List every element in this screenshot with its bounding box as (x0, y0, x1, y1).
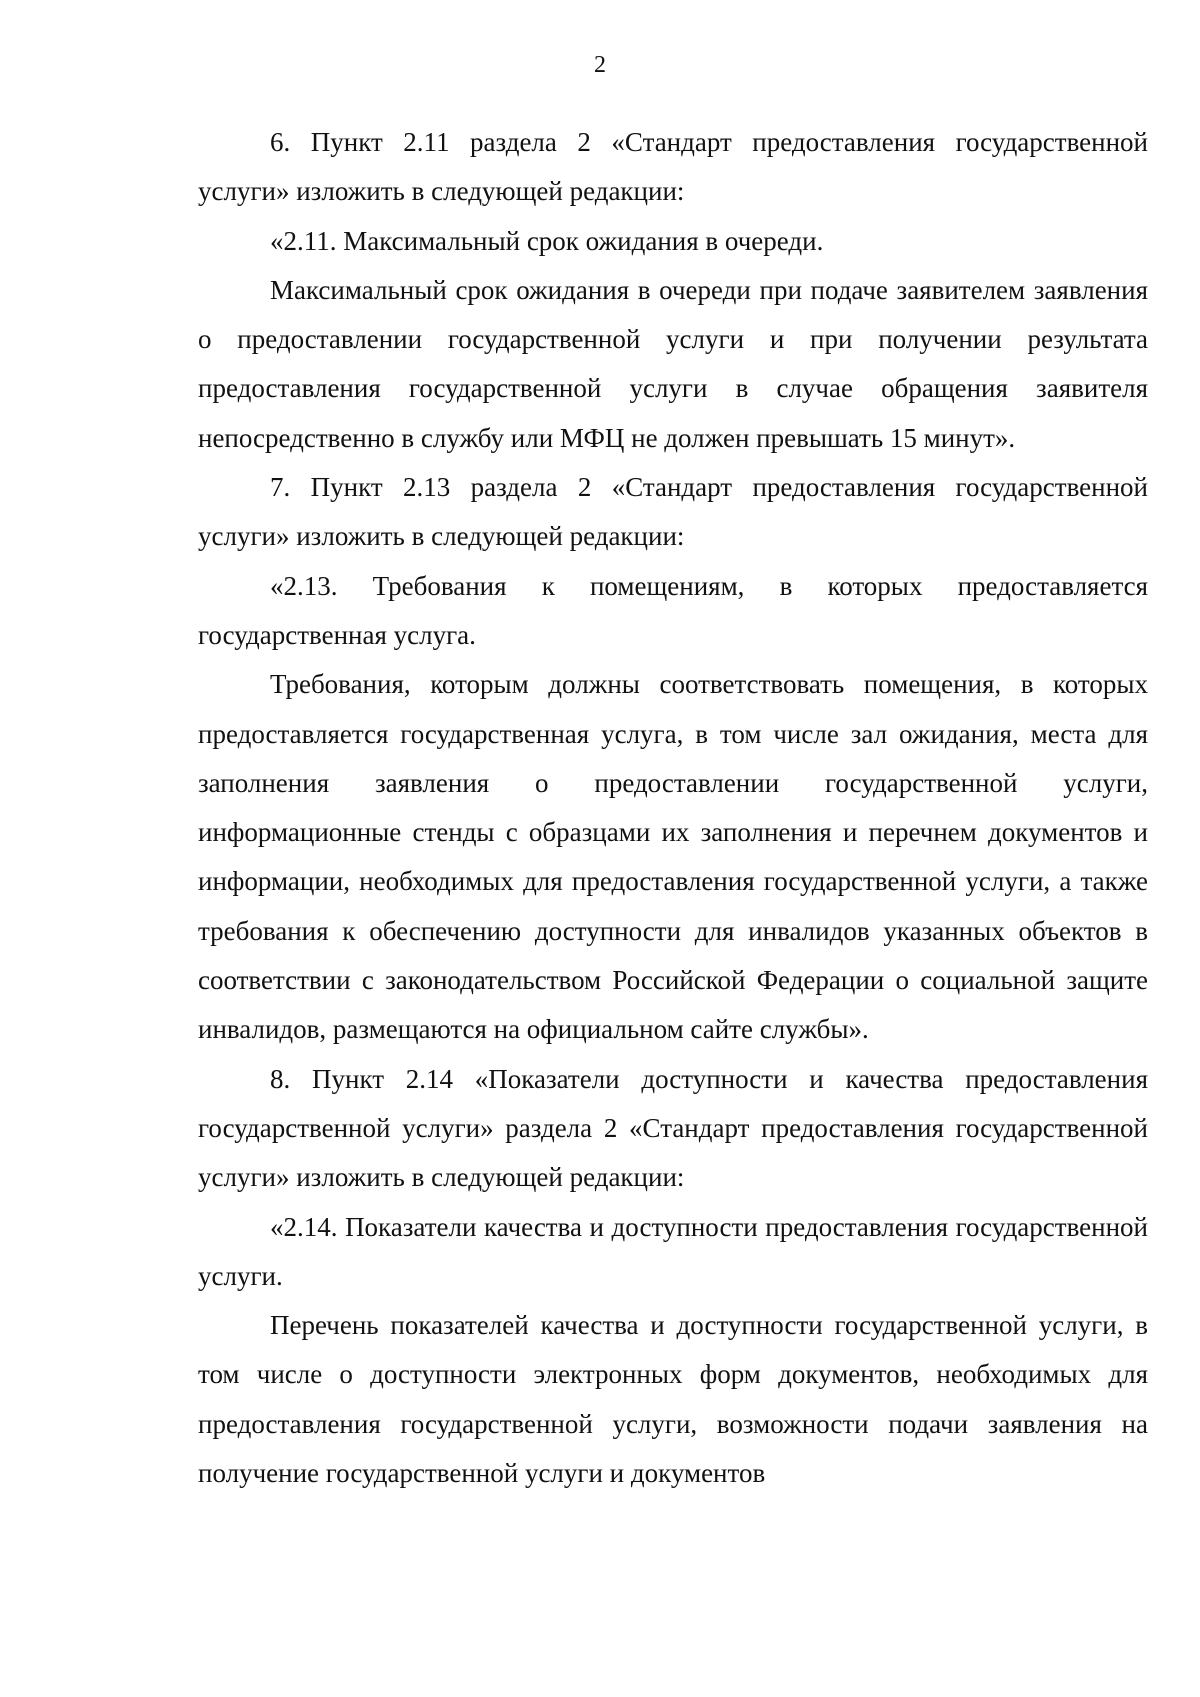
paragraph-2-14-body: Перечень показателей качества и доступности государственной услуги, в том числе о доступности электронных форм документов, необходимых для предоставления государственной услуги, возможности подачи заявления на получение государственной услуги и документов (198, 1310, 1148, 1489)
document-body (198, 118, 1148, 1498)
paragraph-item-6-intro: 6. Пункт 2.11 раздела 2 «Стандарт предоставления государственной услуги» изложить в следующей редакции: (198, 127, 1148, 207)
paragraph-item-8-intro: 8. Пункт 2.14 «Показатели доступности и качества предоставления государственной услуги» раздела 2 «Стандарт предоставления государственной услуги» изложить в следующей редакции: (198, 1063, 1148, 1193)
paragraph-2-14-heading: «2.14. Показатели качества и доступности предоставления государственной услуги. (198, 1211, 1148, 1291)
paragraph-2-11-heading: «2.11. Максимальный срок ожидания в очереди. (270, 225, 824, 256)
page-number: 2 (594, 52, 606, 78)
paragraph-2-11-body: Максимальный срок ожидания в очереди при подаче заявителем заявления о предоставлении государственной услуги и при получении результата предоставления государственной услуги в случае обращения заявителя непосредственно в службу или МФЦ не должен превышать 15 минут». (198, 274, 1148, 453)
paragraph-item-7-intro: 7. Пункт 2.13 раздела 2 «Стандарт предоставления государственной услуги» изложить в следующей редакции: (198, 472, 1148, 552)
paragraph-2-13-body: Требования, которым должны соответствовать помещения, в которых предоставляется государственная услуга, в том числе зал ожидания, места для заполнения заявления о предоставлении государственной услуги, информационные стенды с образцами их заполнения и перечнем документов и информации, необходимых для предоставления государственной услуги, а также требования к обеспечению доступности для инвалидов указанных объектов в соответствии с законодательством Российской Федерации о социальной защите инвалидов, размещаются на официальном сайте службы». (198, 669, 1148, 1045)
paragraph-2-13-heading: «2.13. Требования к помещениям, в которых предоставляется государственная услуга. (198, 570, 1148, 650)
